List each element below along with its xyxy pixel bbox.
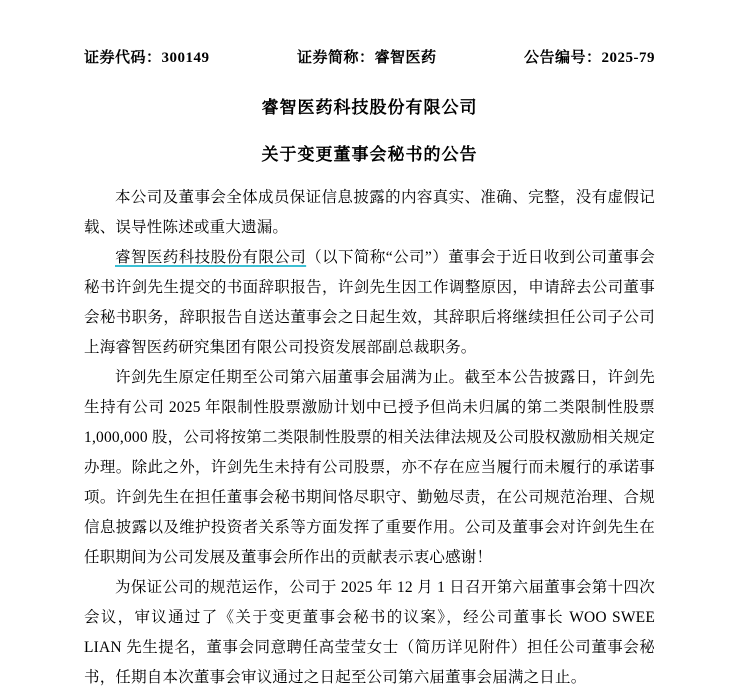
announcement-title: 关于变更董事会秘书的公告 — [261, 145, 478, 164]
stock-code-label: 证券代码： — [84, 50, 162, 66]
tenure-shares-paragraph: 许剑先生原定任期至公司第六届董事会届满为止。截至本公告披露日，许剑先生持有公司 2025 年限制性股票激励计划中已授予但尚未归属的第二类限制性股票 1,000,000 股，公司将按第二类限制性股票的相关法律法规及公司股权激励相关规定办理。除此之外，许剑先生未持有公司股票，亦不存在应当履行而未履行的承诺事项。许剑先生在担任董事会秘书期间恪尽职守、勤勉尽责，在公司规范治理、合规信息披露以及维护投资者关系等方面发挥了重要作用。公司及董事会对许剑先生在任职期间为公司发展及董事会所作出的贡献表示衷心感谢！ — [84, 369, 655, 566]
stock-name — [297, 46, 437, 67]
appointment-paragraph: 为保证公司的规范运作，公司于 2025 年 12 月 1 日召开第六届董事会第十四次会议，审议通过了《关于变更董事会秘书的议案》，经公司董事长 WOO SWEE LIAN 先生提名，董事会同意聘任高莹莹女士（简历详见附件）担任公司董事会秘书，任期自本次董事会审议通过之日起至公司第六届董事会届满之日止。 — [84, 579, 655, 686]
resignation-paragraph — [84, 243, 655, 363]
stock-name-value: 睿智医药 — [374, 50, 437, 66]
announcement-number-value: 2025-79 — [601, 50, 655, 66]
company-name-title: 睿智医药科技股份有限公司 — [261, 98, 478, 117]
stock-code — [84, 46, 210, 67]
announcement-body — [84, 183, 655, 693]
stock-name-label: 证券简称： — [296, 50, 375, 66]
announcement-number — [524, 46, 655, 67]
securities-header-row — [84, 46, 655, 67]
stock-code-value: 300149 — [161, 50, 210, 66]
company-name-underlined: 睿智医药科技股份有限公司 — [115, 249, 307, 266]
resignation-paragraph-text: （以下简称“公司”）董事会于近日收到公司董事会秘书许剑先生提交的书面辞职报告，许剑先生因工作调整原因，申请辞去公司董事会秘书职务，辞职报告自送达董事会之日起生效，其辞职后将继续担任公司子公司上海睿智医药研究集团有限公司投资发展部副总裁职务。 — [84, 249, 655, 356]
announcement-number-label: 公告编号： — [523, 50, 602, 66]
disclaimer-paragraph: 本公司及董事会全体成员保证信息披露的内容真实、准确、完整，没有虚假记载、误导性陈述或重大遗漏。 — [84, 189, 655, 236]
